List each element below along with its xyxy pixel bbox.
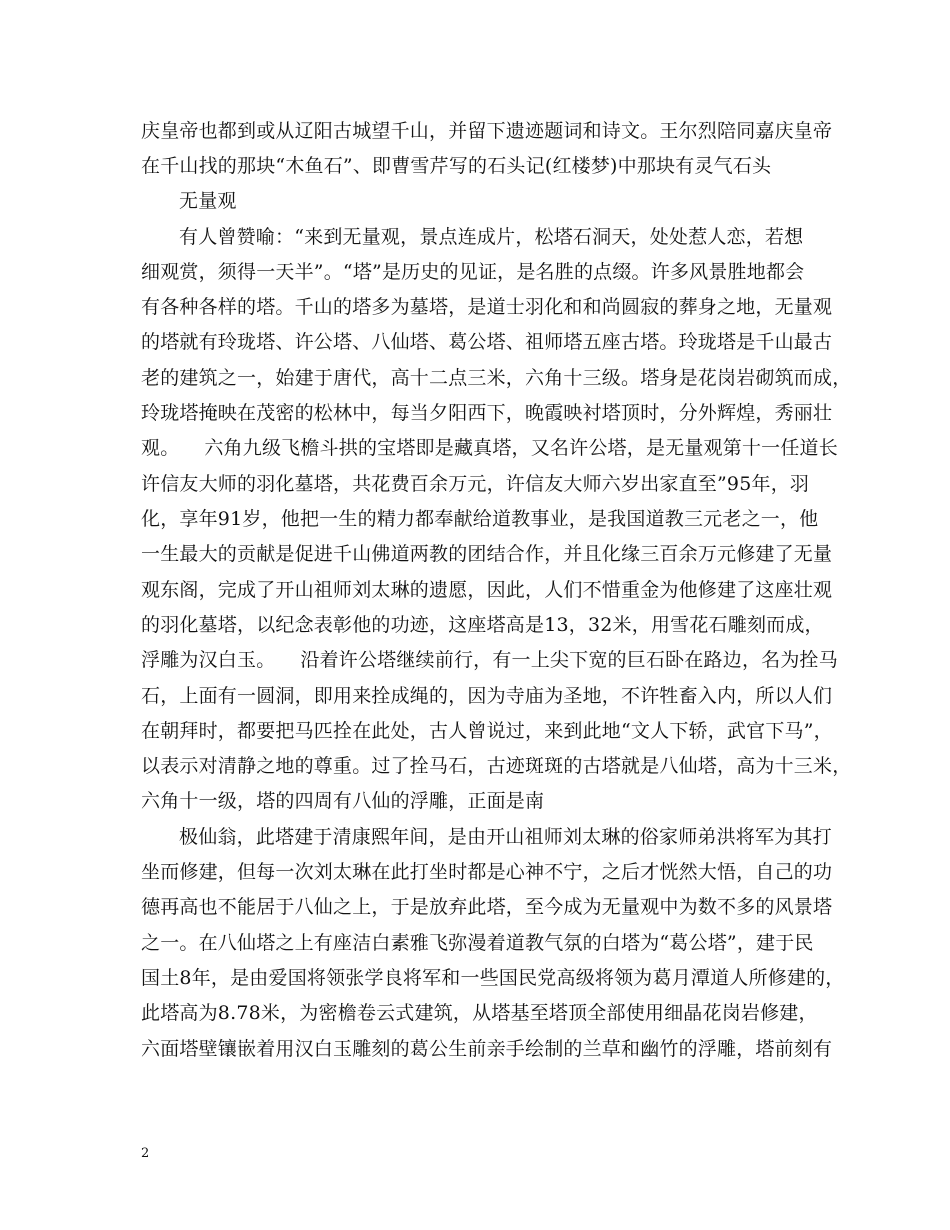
body-text-line: 在千山找的那块“木鱼石”、即曹雪芹写的石头记(红楼梦)中那块有灵气石头 bbox=[141, 155, 772, 177]
body-text-line: 的塔就有玲珑塔、许公塔、八仙塔、葛公塔、祖师塔五座古塔。玲珑塔是千山最古 bbox=[141, 331, 833, 353]
body-text-line: 浮雕为汉白玉。 沿着许公塔继续前行，有一上尖下宽的巨石卧在路边，名为拴马 bbox=[141, 649, 838, 671]
body-text-line: 有各种各样的塔。千山的塔多为墓塔，是道士羽化和和尚圆寂的葬身之地，无量观 bbox=[141, 296, 833, 318]
body-text-line: 一生最大的贡献是促进千山佛道两教的团结合作，并且化缘三百余万元修建了无量 bbox=[141, 543, 833, 565]
body-text-line: 以表示对清静之地的尊重。过了拴马石，古迹斑斑的古塔就是八仙塔，高为十三米， bbox=[141, 755, 852, 777]
body-text-line: 有人曾赞喻：“来到无量观，景点连成片，松塔石洞天，处处惹人恋，若想 bbox=[179, 226, 804, 248]
body-text-line: 在朝拜时，都要把马匹拴在此处，古人曾说过，来到此地“文人下轿，武官下马”， bbox=[141, 720, 833, 742]
body-text-line: 观东阁，完成了开山祖师刘太琳的遗愿，因此，人们不惜重金为他修建了这座壮观 bbox=[141, 579, 833, 601]
body-text-line: 此塔高为8.78米，为密檐卷云式建筑，从塔基至塔顶全部使用细晶花岗岩修建， bbox=[141, 1002, 818, 1024]
page-number: 2 bbox=[141, 1146, 150, 1161]
body-text-line: 六面塔壁镶嵌着用汉白玉雕刻的葛公生前亲手绘制的兰草和幽竹的浮雕，塔前刻有 bbox=[141, 1038, 833, 1060]
body-text-line: 坐而修建，但每一次刘太琳在此打坐时都是心神不宁，之后才恍然大悟，自己的功 bbox=[141, 861, 833, 883]
body-text-line: 化，享年91岁，他把一生的精力都奉献给道教事业，是我国道教三元老之一，他 bbox=[141, 508, 819, 530]
body-text-line: 国土8年，是由爱国将领张学良将军和一些国民党高级将领为葛月潭道人所修建的， bbox=[141, 967, 845, 989]
body-text-line: 极仙翁，此塔建于清康熙年间，是由开山祖师刘太琳的俗家师弟洪将军为其打 bbox=[179, 826, 832, 848]
body-text-line: 观。 六角九级飞檐斗拱的宝塔即是藏真塔，又名许公塔，是无量观第十一任道长 bbox=[141, 437, 838, 459]
body-text-line: 庆皇帝也都到或从辽阳古城望千山，并留下遗迹题词和诗文。王尔烈陪同嘉庆皇帝 bbox=[141, 120, 833, 142]
body-text-line: 石，上面有一圆洞，即用来拴成绳的，因为寺庙为圣地，不许牲畜入内，所以人们 bbox=[141, 685, 833, 707]
body-text-line: 玲珑塔掩映在茂密的松林中，每当夕阳西下，晚霞映衬塔顶时，分外辉煌，秀丽壮 bbox=[141, 402, 833, 424]
body-text-line: 细观赏，须得一天半”。“塔”是历史的见证，是名胜的点缀。许多风景胜地都会 bbox=[141, 261, 805, 283]
body-text-line: 六角十一级，塔的四周有八仙的浮雕，正面是南 bbox=[141, 790, 545, 812]
body-text-line: 许信友大师的羽化墓塔，共花费百余万元，许信友大师六岁出家直至”95年，羽 bbox=[141, 473, 810, 495]
section-heading: 无量观 bbox=[179, 190, 237, 212]
body-text-line: 老的建筑之一，始建于唐代，高十二点三米，六角十三级。塔身是花岗岩砌筑而成， bbox=[141, 367, 852, 389]
body-text-line: 之一。在八仙塔之上有座洁白素雅飞弥漫着道教气氛的白塔为“葛公塔”，建于民 bbox=[141, 932, 814, 954]
body-text-line: 德再高也不能居于八仙之上，于是放弃此塔，至今成为无量观中为数不多的风景塔 bbox=[141, 896, 833, 918]
body-text-line: 的羽化墓塔，以纪念表彰他的功迹，这座塔高是13，32米，用雪花石雕刻而成， bbox=[141, 614, 824, 636]
